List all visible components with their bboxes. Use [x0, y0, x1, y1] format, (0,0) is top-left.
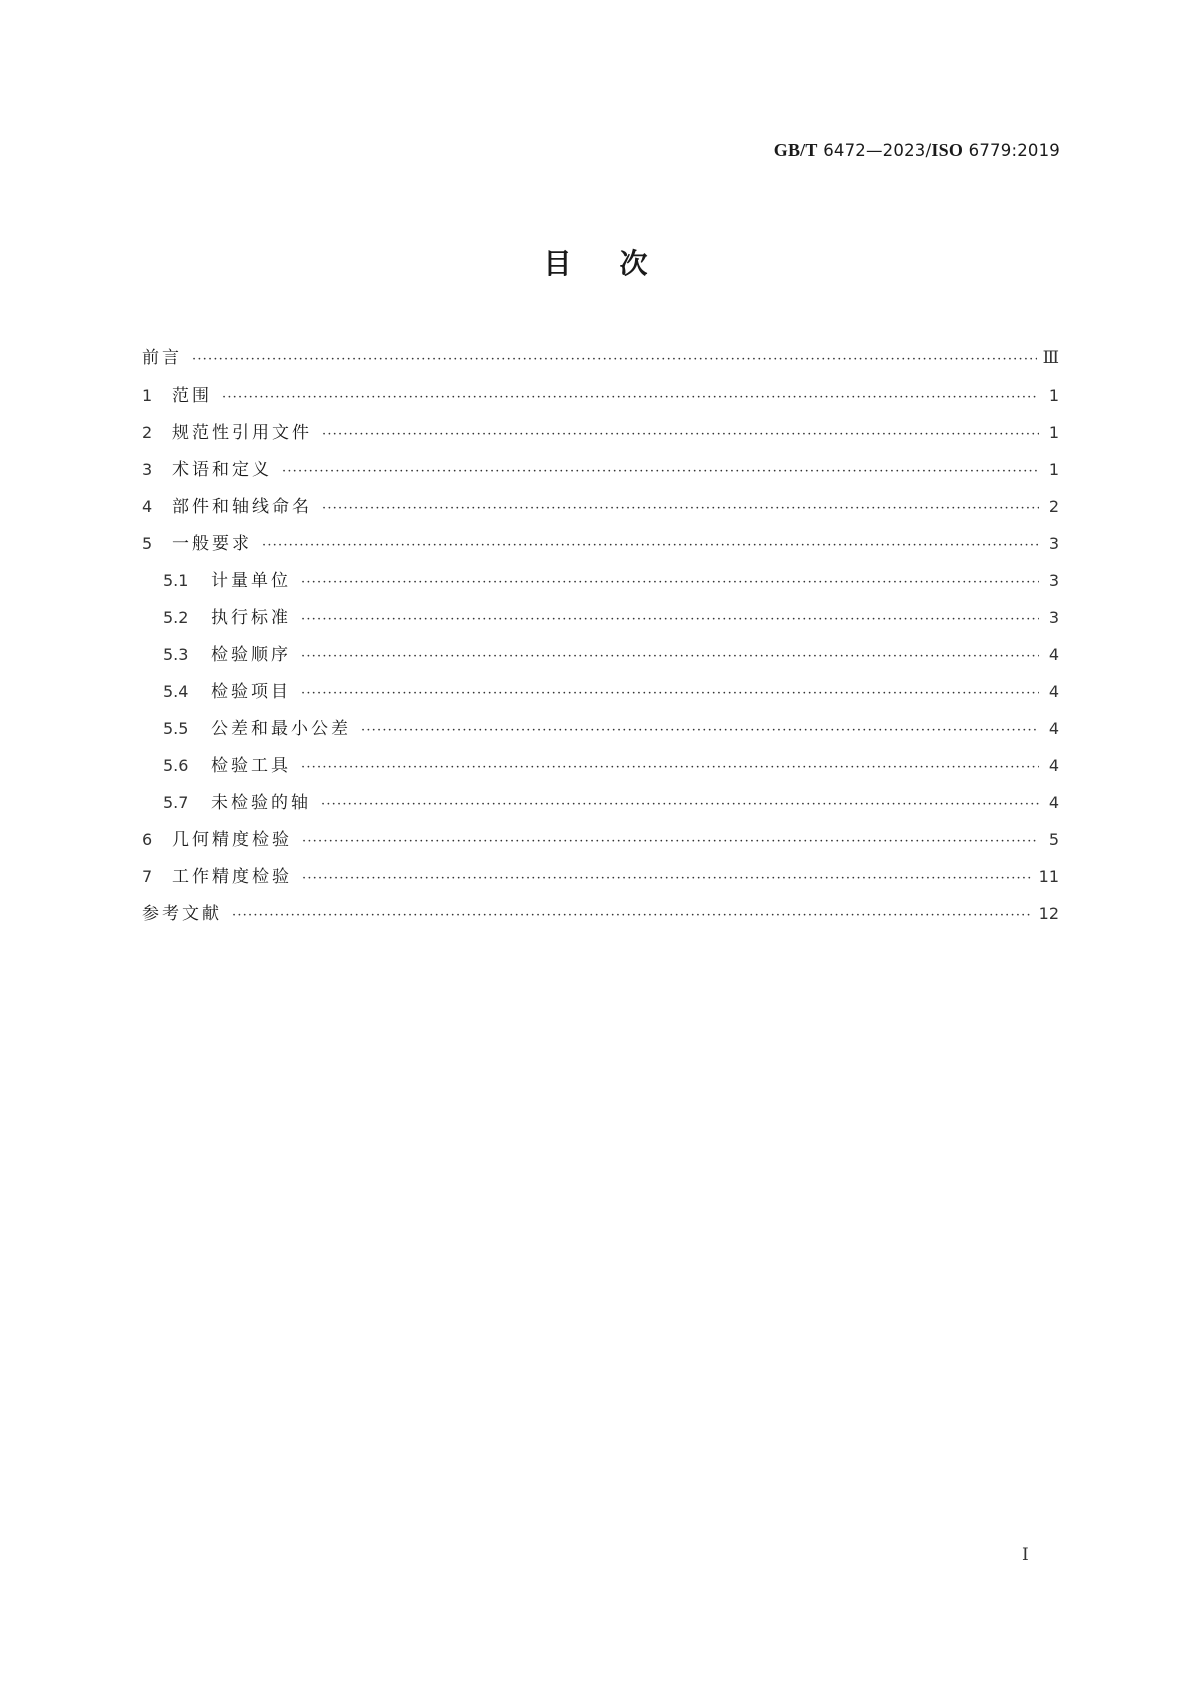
toc-item-label: 部件和轴线命名 — [172, 497, 312, 517]
toc-leader-dots — [302, 823, 1039, 860]
toc-leader-dots — [322, 490, 1039, 527]
toc-item-label: 未检验的轴 — [211, 793, 311, 813]
toc-item-label: 几何精度检验 — [172, 830, 292, 850]
iso-prefix: ISO — [931, 140, 964, 160]
toc-item-untested-axes[interactable] — [142, 784, 1059, 821]
page-number: Ⅰ — [1022, 1545, 1029, 1565]
toc-item-page: Ⅲ — [1042, 348, 1059, 368]
toc-item-label: 公差和最小公差 — [211, 719, 351, 739]
toc-item-machining-tests[interactable] — [142, 858, 1059, 895]
standard-code — [774, 140, 1060, 161]
toc-item-units[interactable] — [142, 562, 1059, 599]
toc-item-page: 4 — [1048, 756, 1059, 775]
toc-item-page: 1 — [1048, 423, 1059, 442]
toc-item-bibliography[interactable] — [142, 895, 1059, 932]
toc-item-page: 4 — [1048, 719, 1059, 738]
toc-item-label: 术语和定义 — [172, 460, 272, 480]
toc-leader-dots — [262, 527, 1039, 564]
toc-item-number: 5.1 — [163, 571, 189, 590]
toc-leader-dots — [321, 786, 1039, 823]
toc-leader-dots — [192, 341, 1037, 378]
toc-item-number: 3 — [142, 460, 153, 479]
toc-item-page: 4 — [1048, 682, 1059, 701]
toc-item-scope[interactable] — [142, 377, 1059, 414]
toc-item-label: 工作精度检验 — [172, 867, 292, 887]
toc-item-label: 执行标准 — [211, 608, 291, 628]
toc-item-page: 12 — [1038, 904, 1059, 923]
toc-item-number: 6 — [142, 830, 153, 849]
standard-number: 6472—2023 — [823, 141, 926, 160]
standard-separator: / — [925, 141, 932, 161]
toc-item-tolerances[interactable] — [142, 710, 1059, 747]
toc-item-label: 范围 — [172, 386, 212, 406]
toc-item-label: 规范性引用文件 — [172, 423, 312, 443]
toc-item-label: 检验工具 — [211, 756, 291, 776]
toc-item-page: 5 — [1048, 830, 1059, 849]
toc-item-label: 检验项目 — [211, 682, 291, 702]
toc-leader-dots — [301, 638, 1039, 675]
page-title: 目次 — [543, 247, 696, 280]
toc-leader-dots — [232, 897, 1033, 934]
toc-leader-dots — [322, 416, 1039, 453]
toc-item-number: 5.4 — [163, 682, 189, 701]
toc-item-geometric-tests[interactable] — [142, 821, 1059, 858]
toc-item-number: 5.5 — [163, 719, 189, 738]
toc-item-label: 一般要求 — [172, 534, 252, 554]
toc-item-test-items[interactable] — [142, 673, 1059, 710]
toc-item-page: 3 — [1048, 534, 1059, 553]
toc-item-number: 2 — [142, 423, 153, 442]
toc-item-number: 4 — [142, 497, 153, 516]
toc-item-page: 1 — [1048, 386, 1059, 405]
toc-item-standards[interactable] — [142, 599, 1059, 636]
toc-leader-dots — [222, 379, 1039, 416]
toc-item-label: 参考文献 — [142, 904, 222, 924]
toc-item-component-axis-naming[interactable] — [142, 488, 1059, 525]
toc-item-number: 7 — [142, 867, 153, 886]
toc-item-normative-references[interactable] — [142, 414, 1059, 451]
toc-leader-dots — [302, 860, 1033, 897]
toc-leader-dots — [301, 564, 1039, 601]
toc-item-test-sequence[interactable] — [142, 636, 1059, 673]
toc-item-page: 2 — [1048, 497, 1059, 516]
toc-item-page: 4 — [1048, 645, 1059, 664]
toc-item-number: 5.6 — [163, 756, 189, 775]
toc-leader-dots — [301, 749, 1039, 786]
toc-item-terms-definitions[interactable] — [142, 451, 1059, 488]
toc-item-number: 5.3 — [163, 645, 189, 664]
toc-item-page: 1 — [1048, 460, 1059, 479]
toc-leader-dots — [301, 601, 1039, 638]
toc-leader-dots — [361, 712, 1039, 749]
standard-prefix: GB/T — [773, 140, 818, 160]
toc-item-page: 11 — [1038, 867, 1059, 886]
toc-item-test-tools[interactable] — [142, 747, 1059, 784]
toc-item-page: 3 — [1048, 571, 1059, 590]
toc-item-label: 检验顺序 — [211, 645, 291, 665]
toc-item-number: 5.7 — [163, 793, 189, 812]
toc-item-number: 1 — [142, 386, 153, 405]
toc-item-page: 3 — [1048, 608, 1059, 627]
toc-leader-dots — [282, 453, 1039, 490]
toc-item-label: 前言 — [142, 348, 182, 368]
toc-item-foreword[interactable] — [142, 340, 1059, 377]
toc-item-general-requirements[interactable] — [142, 525, 1059, 562]
toc-leader-dots — [301, 675, 1039, 712]
toc-item-page: 4 — [1048, 793, 1059, 812]
toc-item-label: 计量单位 — [211, 571, 291, 591]
toc-item-number: 5 — [142, 534, 153, 553]
table-of-contents — [142, 340, 1059, 932]
toc-item-number: 5.2 — [163, 608, 189, 627]
iso-number: 6779:2019 — [968, 141, 1060, 160]
